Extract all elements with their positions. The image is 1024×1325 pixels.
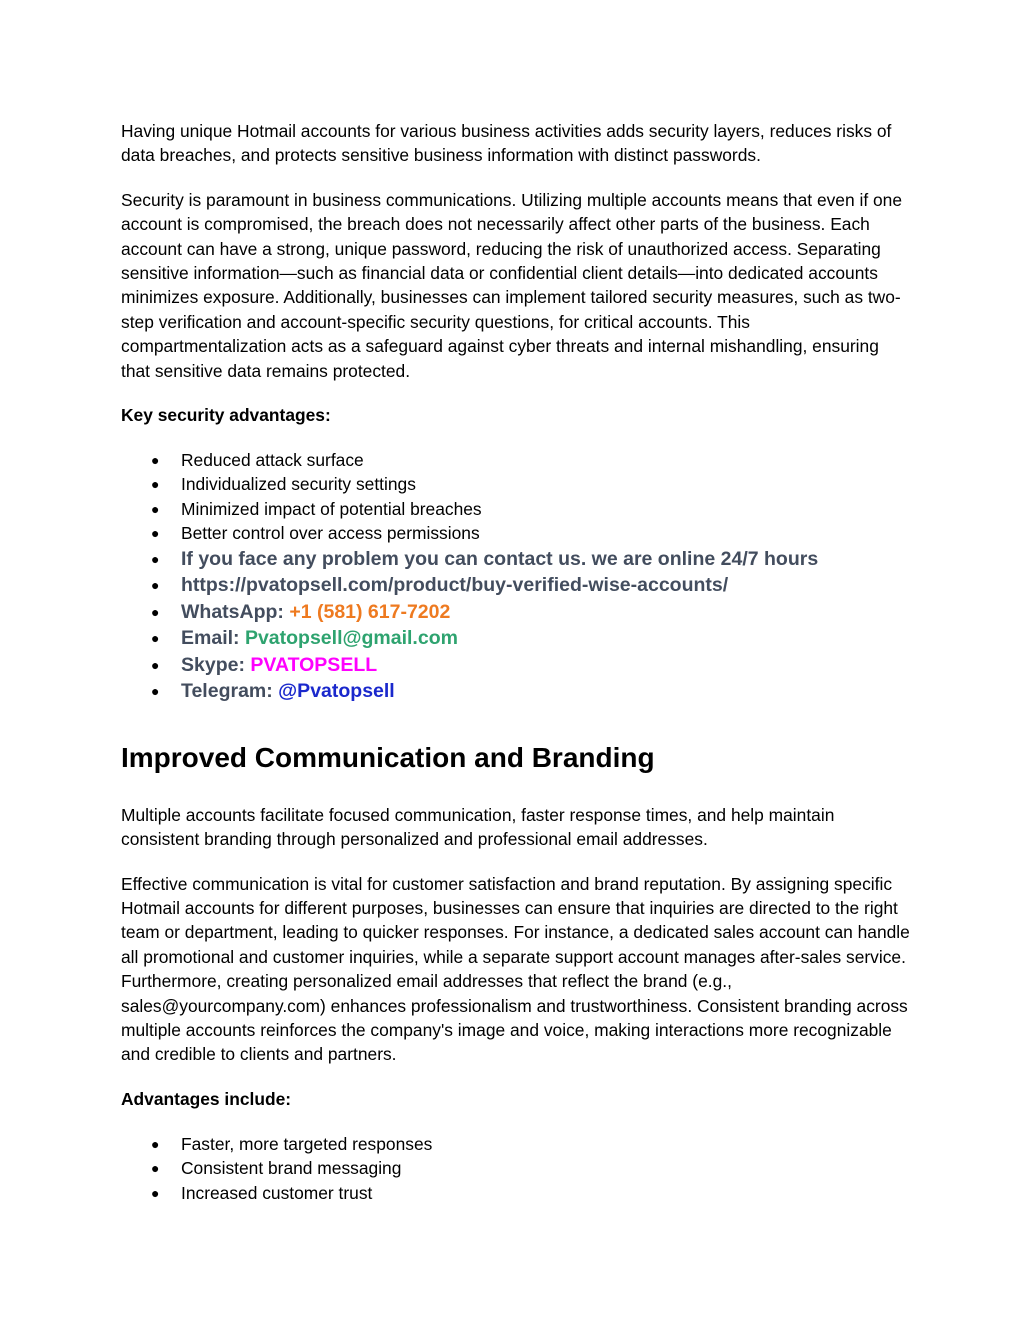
list-item: ● Faster, more targeted responses — [121, 1132, 911, 1156]
section2-body: Effective communication is vital for customer satisfaction and brand reputation. By assigning specific Hotmail accounts for different purposes, businesses can ensure that inquiries are directed to the right team or department, leading to quicker responses. For instance, a dedicated sales account can handle all promotional and customer inquiries, while a separate support account manages after-sales service. Furthermore, creating personalized email addresses that reflect the brand (e.g., sales@yourcompany.com) enhances professionalism and trustworthiness. Consistent branding across multiple accounts reinforces the company's image and voice, making interactions more recognizable and credible to clients and partners. — [121, 873, 910, 1065]
contact-message: ● If you face any problem you can contact us. we are online 24/7 hours — [121, 546, 911, 573]
bullet-icon: ● — [151, 452, 160, 469]
bullet-icon: ● — [151, 603, 160, 620]
whatsapp-number[interactable]: +1 (581) 617-7202 — [289, 600, 451, 623]
bullet-icon: ● — [151, 683, 160, 700]
bullet-icon: ● — [151, 630, 160, 647]
list-item: ● Individualized security settings — [121, 472, 911, 496]
whatsapp-label: WhatsApp: — [181, 600, 284, 623]
product-link[interactable]: https://pvatopsell.com/product/buy-verified-wise-accounts/ — [181, 574, 729, 597]
advantages-heading: Advantages include: — [121, 1088, 292, 1109]
bullet-icon: ● — [151, 1135, 160, 1152]
telegram-label: Telegram: — [181, 680, 273, 703]
security-advantages-list — [121, 448, 911, 705]
contact-whatsapp — [121, 599, 911, 626]
list-item: ● Minimized impact of potential breaches — [121, 497, 911, 521]
contact-email — [121, 625, 911, 652]
bullet-icon: ● — [151, 1160, 160, 1177]
contact-telegram — [121, 678, 911, 705]
skype-handle[interactable]: PVATOPSELL — [250, 653, 378, 676]
list-item: ● Increased customer trust — [121, 1181, 911, 1205]
list-item: ● Consistent brand messaging — [121, 1156, 911, 1180]
telegram-handle[interactable]: @Pvatopsell — [278, 680, 395, 703]
section1-intro: Having unique Hotmail accounts for various business activities adds security layers, reduces risks of data breaches, and protects sensitive business information with distinct passwords. — [121, 121, 892, 166]
section2-intro: Multiple accounts facilitate focused communication, faster response times, and help maintain consistent branding through personalized and professional email addresses. — [121, 804, 835, 850]
email-address[interactable]: Pvatopsell@gmail.com — [244, 627, 458, 650]
list-item: ● Better control over access permissions — [121, 521, 911, 545]
bullet-icon: ● — [151, 500, 160, 517]
section2-heading: Improved Communication and Branding — [121, 741, 655, 773]
bullet-icon: ● — [151, 525, 160, 542]
bullet-icon: ● — [151, 476, 160, 493]
advantages-list — [121, 1132, 911, 1205]
skype-label: Skype: — [181, 653, 245, 676]
bullet-icon: ● — [151, 577, 160, 594]
section1-body: Security is paramount in business communications. Utilizing multiple accounts means that even if one account is compromised, the breach does not necessarily affect other parts of the business. Each account can have a strong, unique password, reducing the risk of unauthorized access. Separating sensitive information—such as financial data or confidential client details—into dedicated accounts minimizes exposure. Additionally, businesses can implement tailored security measures, such as two-step verification and account-specific security questions, for critical accounts. This compartmentalization acts as a safeguard against cyber threats and internal mishandling, ensuring that sensitive data remains protected. — [121, 189, 903, 381]
contact-skype — [121, 652, 911, 679]
bullet-icon: ● — [151, 550, 160, 567]
document-page — [121, 119, 911, 1205]
contact-url — [121, 572, 911, 599]
email-label: Email: — [181, 627, 240, 650]
bullet-icon: ● — [151, 656, 160, 673]
list-item: ● Reduced attack surface — [121, 448, 911, 472]
bullet-icon: ● — [151, 1184, 160, 1201]
key-security-heading: Key security advantages: — [121, 405, 331, 426]
